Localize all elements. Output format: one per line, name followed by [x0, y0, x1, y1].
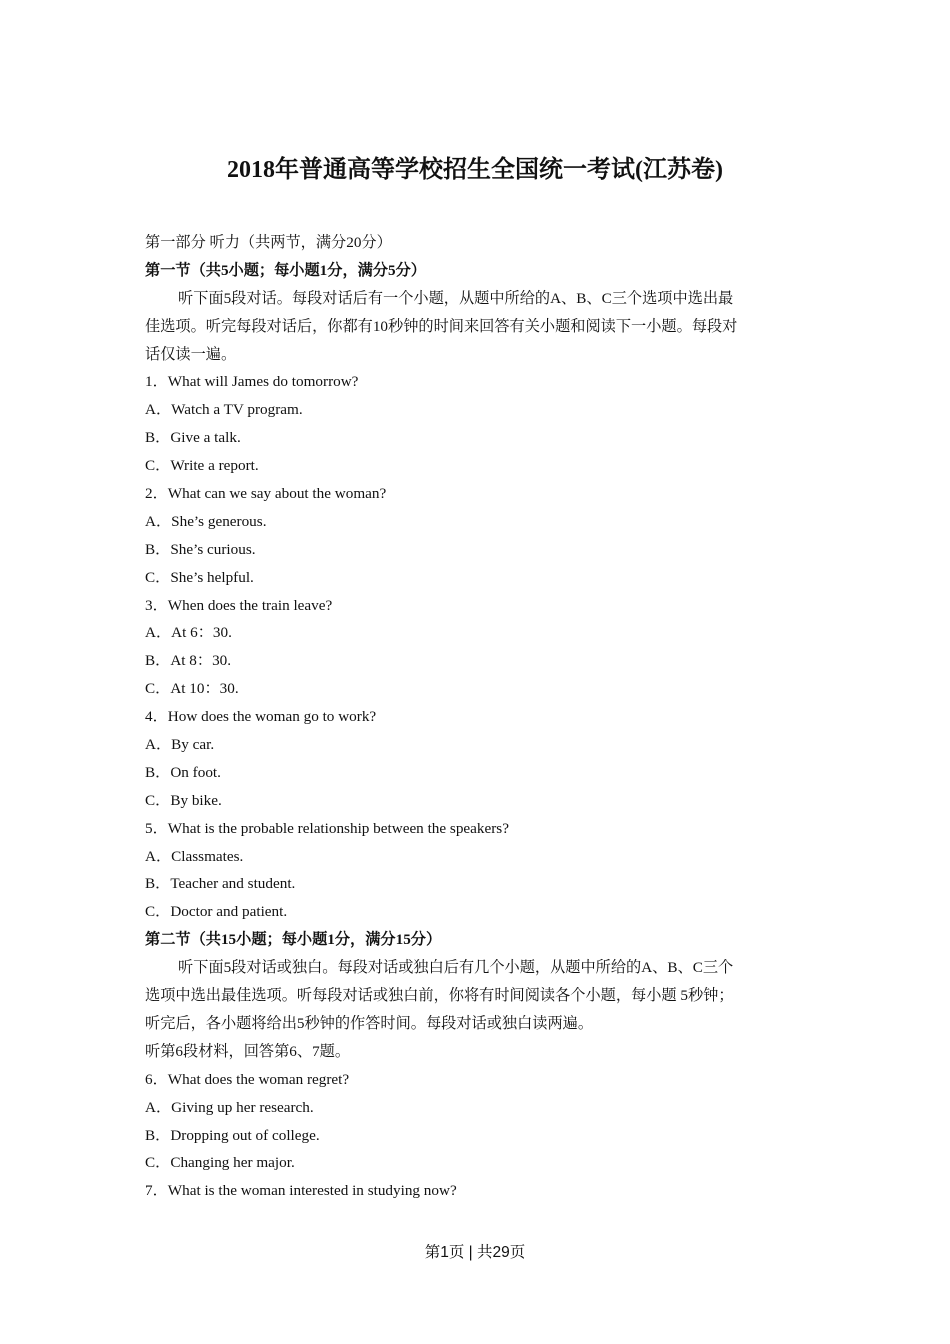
question-4-option-a: A．By car.	[145, 736, 215, 754]
exam-content	[145, 229, 810, 1205]
material-note: 听第6段材料，回答第6、7题。	[145, 1042, 351, 1060]
question-5: 5．What is the probable relationship between the speakers?	[145, 819, 509, 837]
question-6-option-a: A．Giving up her research.	[145, 1098, 314, 1116]
section1-instruction-line: 话仅读一遍。	[145, 345, 237, 363]
question-3-option-b: B．At 8：30.	[145, 652, 232, 670]
question-4-option-c: C．By bike.	[145, 791, 222, 809]
page-footer: 第1页 | 共29页	[424, 1244, 526, 1261]
question-2-option-c: C．She’s helpful.	[145, 568, 254, 586]
question-3-option-a: A．At 6：30.	[145, 624, 232, 642]
section2-instruction-line: 听下面5段对话或独白。每段对话或独白后有几个小题，从题中所给的A、B、C三个	[178, 959, 734, 977]
question-2-option-b: B．She’s curious.	[145, 540, 256, 558]
question-1-option-c: C．Write a report.	[145, 457, 259, 475]
question-6-option-b: B．Dropping out of college.	[145, 1126, 320, 1144]
part1-heading: 第一部分 听力（共两节，满分20分）	[145, 234, 392, 251]
question-6: 6．What does the woman regret?	[145, 1070, 350, 1088]
question-3-option-c: C．At 10：30.	[145, 680, 239, 698]
section2-instruction-line: 选项中选出最佳选项。听每段对话或独白前，你将有时间阅读各个小题，每小题 5秒钟；	[145, 987, 734, 1005]
question-2-option-a: A．She’s generous.	[145, 512, 267, 530]
question-1: 1．What will James do tomorrow?	[145, 373, 359, 391]
question-5-option-c: C．Doctor and patient.	[145, 903, 288, 921]
section1-heading: 第一节（共5小题；每小题1分，满分5分）	[145, 261, 426, 279]
section2-instruction-line: 听完后，各小题将给出5秒钟的作答时间。每段对话或独白读两遍。	[145, 1014, 594, 1032]
question-5-option-b: B．Teacher and student.	[145, 875, 296, 893]
question-4-option-b: B．On foot.	[145, 763, 221, 781]
question-3: 3．When does the train leave?	[145, 596, 333, 614]
question-2: 2．What can we say about the woman?	[145, 485, 387, 503]
section1-instruction-line: 佳选项。听完每段对话后，你都有10秒钟的时间来回答有关小题和阅读下一小题。每段对	[145, 317, 738, 335]
page-title: 2018年普通高等学校招生全国统一考试(江苏卷)	[227, 157, 723, 183]
question-6-option-c: C．Changing her major.	[145, 1154, 295, 1172]
section1-instruction-line: 听下面5段对话。每段对话后有一个小题，从题中所给的A、B、C三个选项中选出最	[178, 289, 734, 307]
question-5-option-a: A．Classmates.	[145, 847, 244, 865]
section2-heading: 第二节（共15小题；每小题1分，满分15分）	[145, 931, 442, 949]
question-1-option-b: B．Give a talk.	[145, 429, 241, 447]
question-1-option-a: A．Watch a TV program.	[145, 401, 303, 419]
question-7: 7．What is the woman interested in studying now?	[145, 1182, 457, 1200]
question-4: 4．How does the woman go to work?	[145, 708, 377, 726]
